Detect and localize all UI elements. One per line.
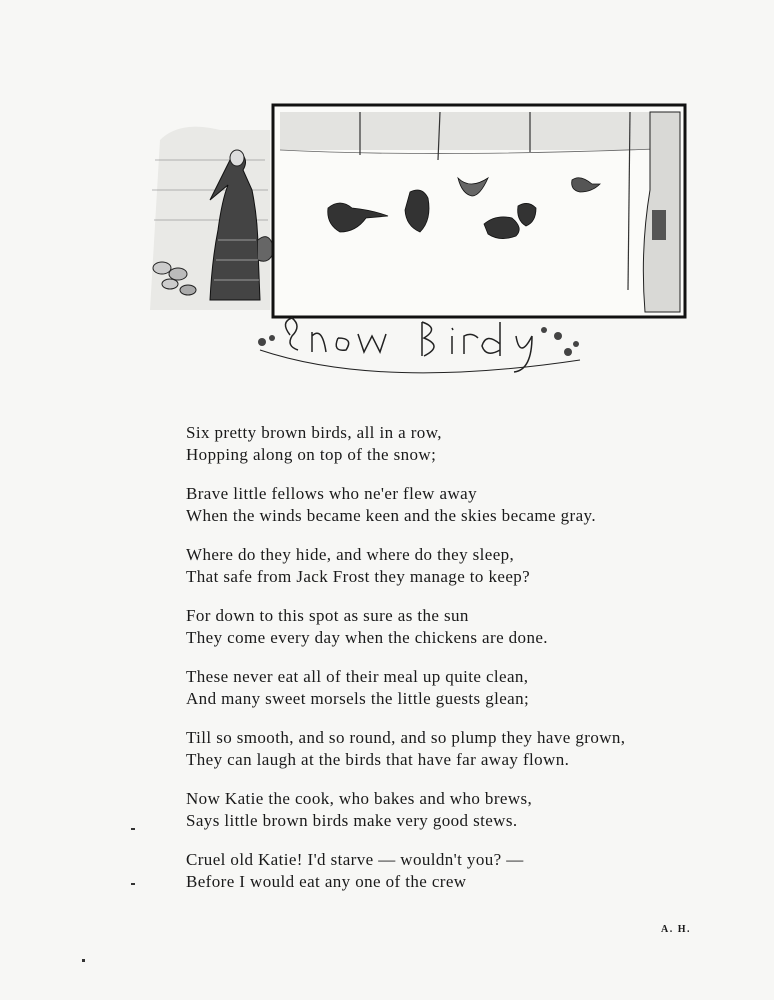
poem-line: For down to this spot as sure as the sun (186, 606, 469, 625)
poem-line: They can laugh at the birds that have far away flown. (186, 750, 570, 769)
stanza (186, 727, 706, 771)
stanza (186, 483, 706, 527)
stanza (186, 849, 706, 893)
poem-line: They come every day when the chickens are done. (186, 628, 548, 647)
poem-line: Before I would eat any one of the crew (186, 872, 467, 891)
poem-line: That safe from Jack Frost they manage to keep? (186, 567, 531, 586)
stanza (186, 605, 706, 649)
print-speck (131, 828, 135, 830)
poem-line: Brave little fellows who ne'er flew away (186, 484, 477, 503)
poem-line: Hopping along on top of the snow; (186, 445, 437, 464)
winter-scene-frame (273, 105, 685, 317)
stanza (186, 422, 706, 466)
poem-line: Till so smooth, and so round, and so plump they have grown, (186, 728, 626, 747)
poem-line: Says little brown birds make very good stews. (186, 811, 518, 830)
poem-line: And many sweet morsels the little guests glean; (186, 689, 530, 708)
stanza (186, 666, 706, 710)
print-speck (131, 883, 135, 885)
poem-line: Where do they hide, and where do they sleep, (186, 545, 515, 564)
poem-body (186, 422, 706, 910)
stanza (186, 788, 706, 832)
snow-bird-title-art (258, 318, 580, 373)
snow-bird-illustration (140, 100, 700, 390)
poem-line: Six pretty brown birds, all in a row, (186, 423, 442, 442)
stanza (186, 544, 706, 588)
print-speck (82, 959, 85, 962)
poem-line: Cruel old Katie! I'd starve — wouldn't you? — (186, 850, 524, 869)
woman-feeding-hens-vignette (150, 127, 274, 310)
poem-line: These never eat all of their meal up quite clean, (186, 667, 529, 686)
poem-line: When the winds became keen and the skies became gray. (186, 506, 596, 525)
poem-line: Now Katie the cook, who bakes and who brews, (186, 789, 533, 808)
author-initials: A. H. (661, 924, 691, 935)
